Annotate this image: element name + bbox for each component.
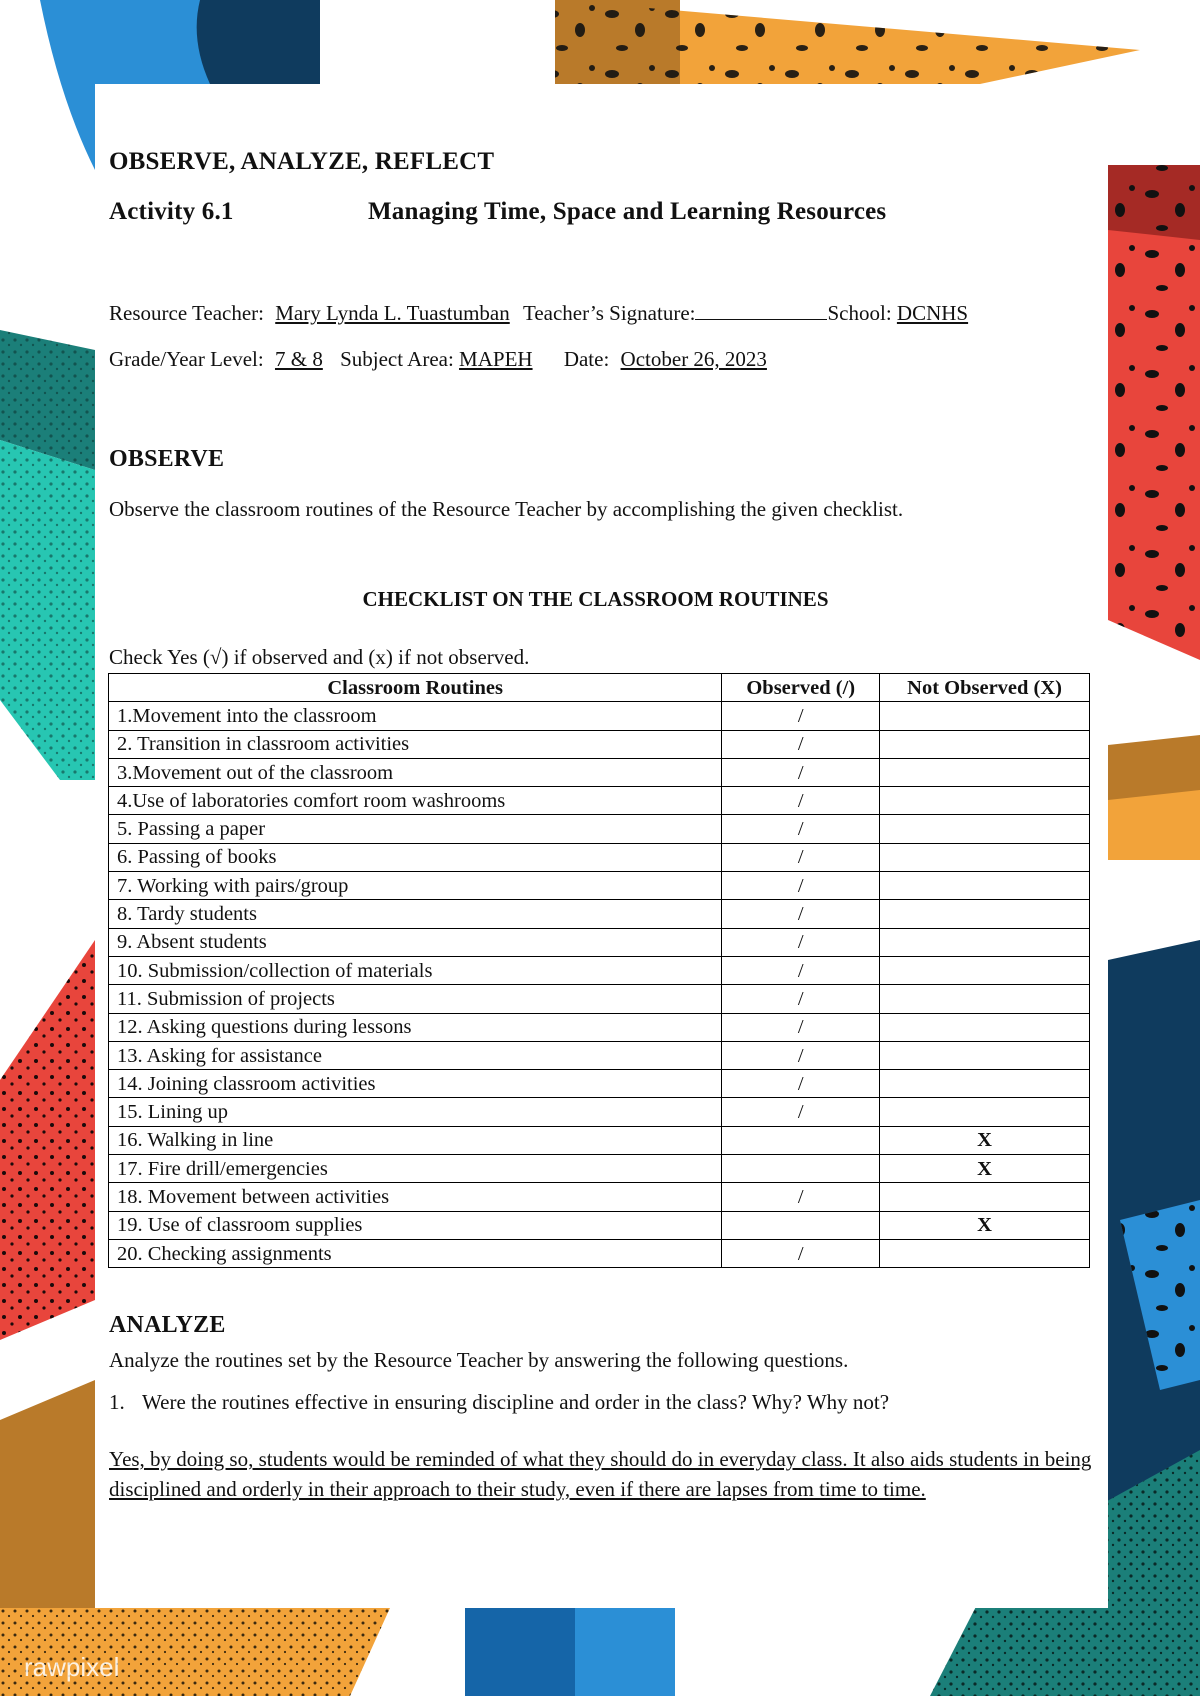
table-row: [109, 900, 1090, 928]
analyze-heading: ANALYZE: [109, 1312, 226, 1338]
date-value: October 26, 2023: [620, 347, 767, 371]
routine-cell: 16. Walking in line: [109, 1126, 722, 1154]
not-observed-cell: [880, 758, 1090, 786]
routine-cell: 14. Joining classroom activities: [109, 1070, 722, 1098]
not-observed-cell: [880, 1013, 1090, 1041]
not-observed-cell: [880, 1070, 1090, 1098]
routine-cell: 6. Passing of books: [109, 843, 722, 871]
observed-cell: [722, 1155, 880, 1183]
not-observed-cell: [880, 985, 1090, 1013]
not-observed-cell: [880, 900, 1090, 928]
table-row: [109, 843, 1090, 871]
answer-text: Yes, by doing so, students would be reminded of what they should do in everyday class. It also aids students in being disciplined and orderly in their approach to their study, even if there are lapses from time to time.: [109, 1447, 1092, 1501]
observed-cell: [722, 1126, 880, 1154]
school-value: DCNHS: [896, 301, 969, 325]
routine-cell: 3.Movement out of the classroom: [109, 758, 722, 786]
checklist-title: CHECKLIST ON THE CLASSROOM ROUTINES: [362, 587, 829, 611]
table-row: [109, 1070, 1090, 1098]
observed-cell: /: [722, 702, 880, 730]
school-label: School:: [827, 301, 892, 325]
routine-cell: 2. Transition in classroom activities: [109, 730, 722, 758]
table-row: [109, 1211, 1090, 1239]
table-row: [109, 872, 1090, 900]
table-row: [109, 787, 1090, 815]
table-row: [109, 1041, 1090, 1069]
check-instruction: Check Yes (√) if observed and (x) if not observed.: [109, 645, 530, 669]
not-observed-cell: [880, 787, 1090, 815]
table-row: [109, 1155, 1090, 1183]
routine-cell: 13. Asking for assistance: [109, 1041, 722, 1069]
table-row: [109, 928, 1090, 956]
activity-number: Activity 6.1: [109, 198, 234, 225]
signature-label: Teacher’s Signature:: [522, 301, 696, 325]
date-label: Date:: [563, 347, 610, 371]
table-row: [109, 730, 1090, 758]
routine-cell: 19. Use of classroom supplies: [109, 1211, 722, 1239]
observed-cell: /: [722, 900, 880, 928]
subject-label: Subject Area:: [340, 347, 454, 371]
not-observed-cell: [880, 1041, 1090, 1069]
table-row: [109, 1126, 1090, 1154]
routine-cell: 15. Lining up: [109, 1098, 722, 1126]
table-row: [109, 815, 1090, 843]
not-observed-cell: X: [880, 1155, 1090, 1183]
table-row: [109, 1239, 1090, 1267]
not-observed-cell: [880, 1098, 1090, 1126]
table-row: [109, 956, 1090, 984]
not-observed-cell: [880, 872, 1090, 900]
observed-cell: /: [722, 928, 880, 956]
observed-cell: /: [722, 787, 880, 815]
table-row: [109, 985, 1090, 1013]
routine-cell: 9. Absent students: [109, 928, 722, 956]
observed-cell: /: [722, 1239, 880, 1267]
checklist-table: [108, 673, 1090, 1268]
watermark-text: rawpixel: [24, 1652, 120, 1682]
question-text: Were the routines effective in ensuring discipline and order in the class? Why? Why not?: [142, 1390, 890, 1414]
not-observed-cell: X: [880, 1211, 1090, 1239]
column-header: Observed (/): [722, 674, 880, 702]
observed-cell: /: [722, 956, 880, 984]
routine-cell: 5. Passing a paper: [109, 815, 722, 843]
observed-cell: /: [722, 730, 880, 758]
observed-cell: /: [722, 758, 880, 786]
grade-value: 7 & 8: [274, 347, 323, 371]
table-header-row: [109, 674, 1090, 702]
routine-cell: 18. Movement between activities: [109, 1183, 722, 1211]
observed-cell: /: [722, 1070, 880, 1098]
routine-cell: 12. Asking questions during lessons: [109, 1013, 722, 1041]
observed-cell: /: [722, 985, 880, 1013]
table-row: [109, 1013, 1090, 1041]
grade-label: Grade/Year Level:: [109, 347, 264, 371]
not-observed-cell: [880, 956, 1090, 984]
not-observed-cell: [880, 1239, 1090, 1267]
not-observed-cell: [880, 928, 1090, 956]
question-number: 1.: [109, 1390, 125, 1414]
subject-value: MAPEH: [459, 347, 533, 371]
routine-cell: 20. Checking assignments: [109, 1239, 722, 1267]
analyze-instruction: Analyze the routines set by the Resource Teacher by answering the following questions.: [109, 1348, 849, 1372]
routine-cell: 1.Movement into the classroom: [109, 702, 722, 730]
table-row: [109, 1183, 1090, 1211]
not-observed-cell: [880, 843, 1090, 871]
routine-cell: 10. Submission/collection of materials: [109, 956, 722, 984]
routine-cell: 8. Tardy students: [109, 900, 722, 928]
observed-cell: /: [722, 815, 880, 843]
table-row: [109, 1098, 1090, 1126]
observed-cell: [722, 1211, 880, 1239]
signature-blank-line: [695, 301, 827, 320]
not-observed-cell: [880, 815, 1090, 843]
table-row: [109, 758, 1090, 786]
column-header: Not Observed (X): [880, 674, 1090, 702]
not-observed-cell: [880, 1183, 1090, 1211]
column-header: Classroom Routines: [109, 674, 722, 702]
observed-cell: /: [722, 1098, 880, 1126]
activity-title: Managing Time, Space and Learning Resources: [368, 198, 887, 225]
observed-cell: /: [722, 1183, 880, 1211]
resource-teacher-label: Resource Teacher:: [109, 301, 264, 325]
not-observed-cell: X: [880, 1126, 1090, 1154]
routine-cell: 4.Use of laboratories comfort room washrooms: [109, 787, 722, 815]
routine-cell: 7. Working with pairs/group: [109, 872, 722, 900]
section-title: OBSERVE, ANALYZE, REFLECT: [109, 148, 495, 175]
resource-teacher-value: Mary Lynda L. Tuastumban: [275, 301, 510, 325]
observed-cell: /: [722, 1041, 880, 1069]
info-line-class: [109, 347, 767, 372]
observed-cell: /: [722, 843, 880, 871]
observe-instruction: Observe the classroom routines of the Resource Teacher by accomplishing the given checklist.: [109, 497, 904, 521]
observed-cell: /: [722, 1013, 880, 1041]
routine-cell: 17. Fire drill/emergencies: [109, 1155, 722, 1183]
observed-cell: /: [722, 872, 880, 900]
info-line-teacher: [109, 301, 968, 326]
question-1: [109, 1390, 889, 1415]
not-observed-cell: [880, 702, 1090, 730]
table-row: [109, 702, 1090, 730]
not-observed-cell: [880, 730, 1090, 758]
routine-cell: 11. Submission of projects: [109, 985, 722, 1013]
observe-heading: OBSERVE: [109, 446, 225, 472]
